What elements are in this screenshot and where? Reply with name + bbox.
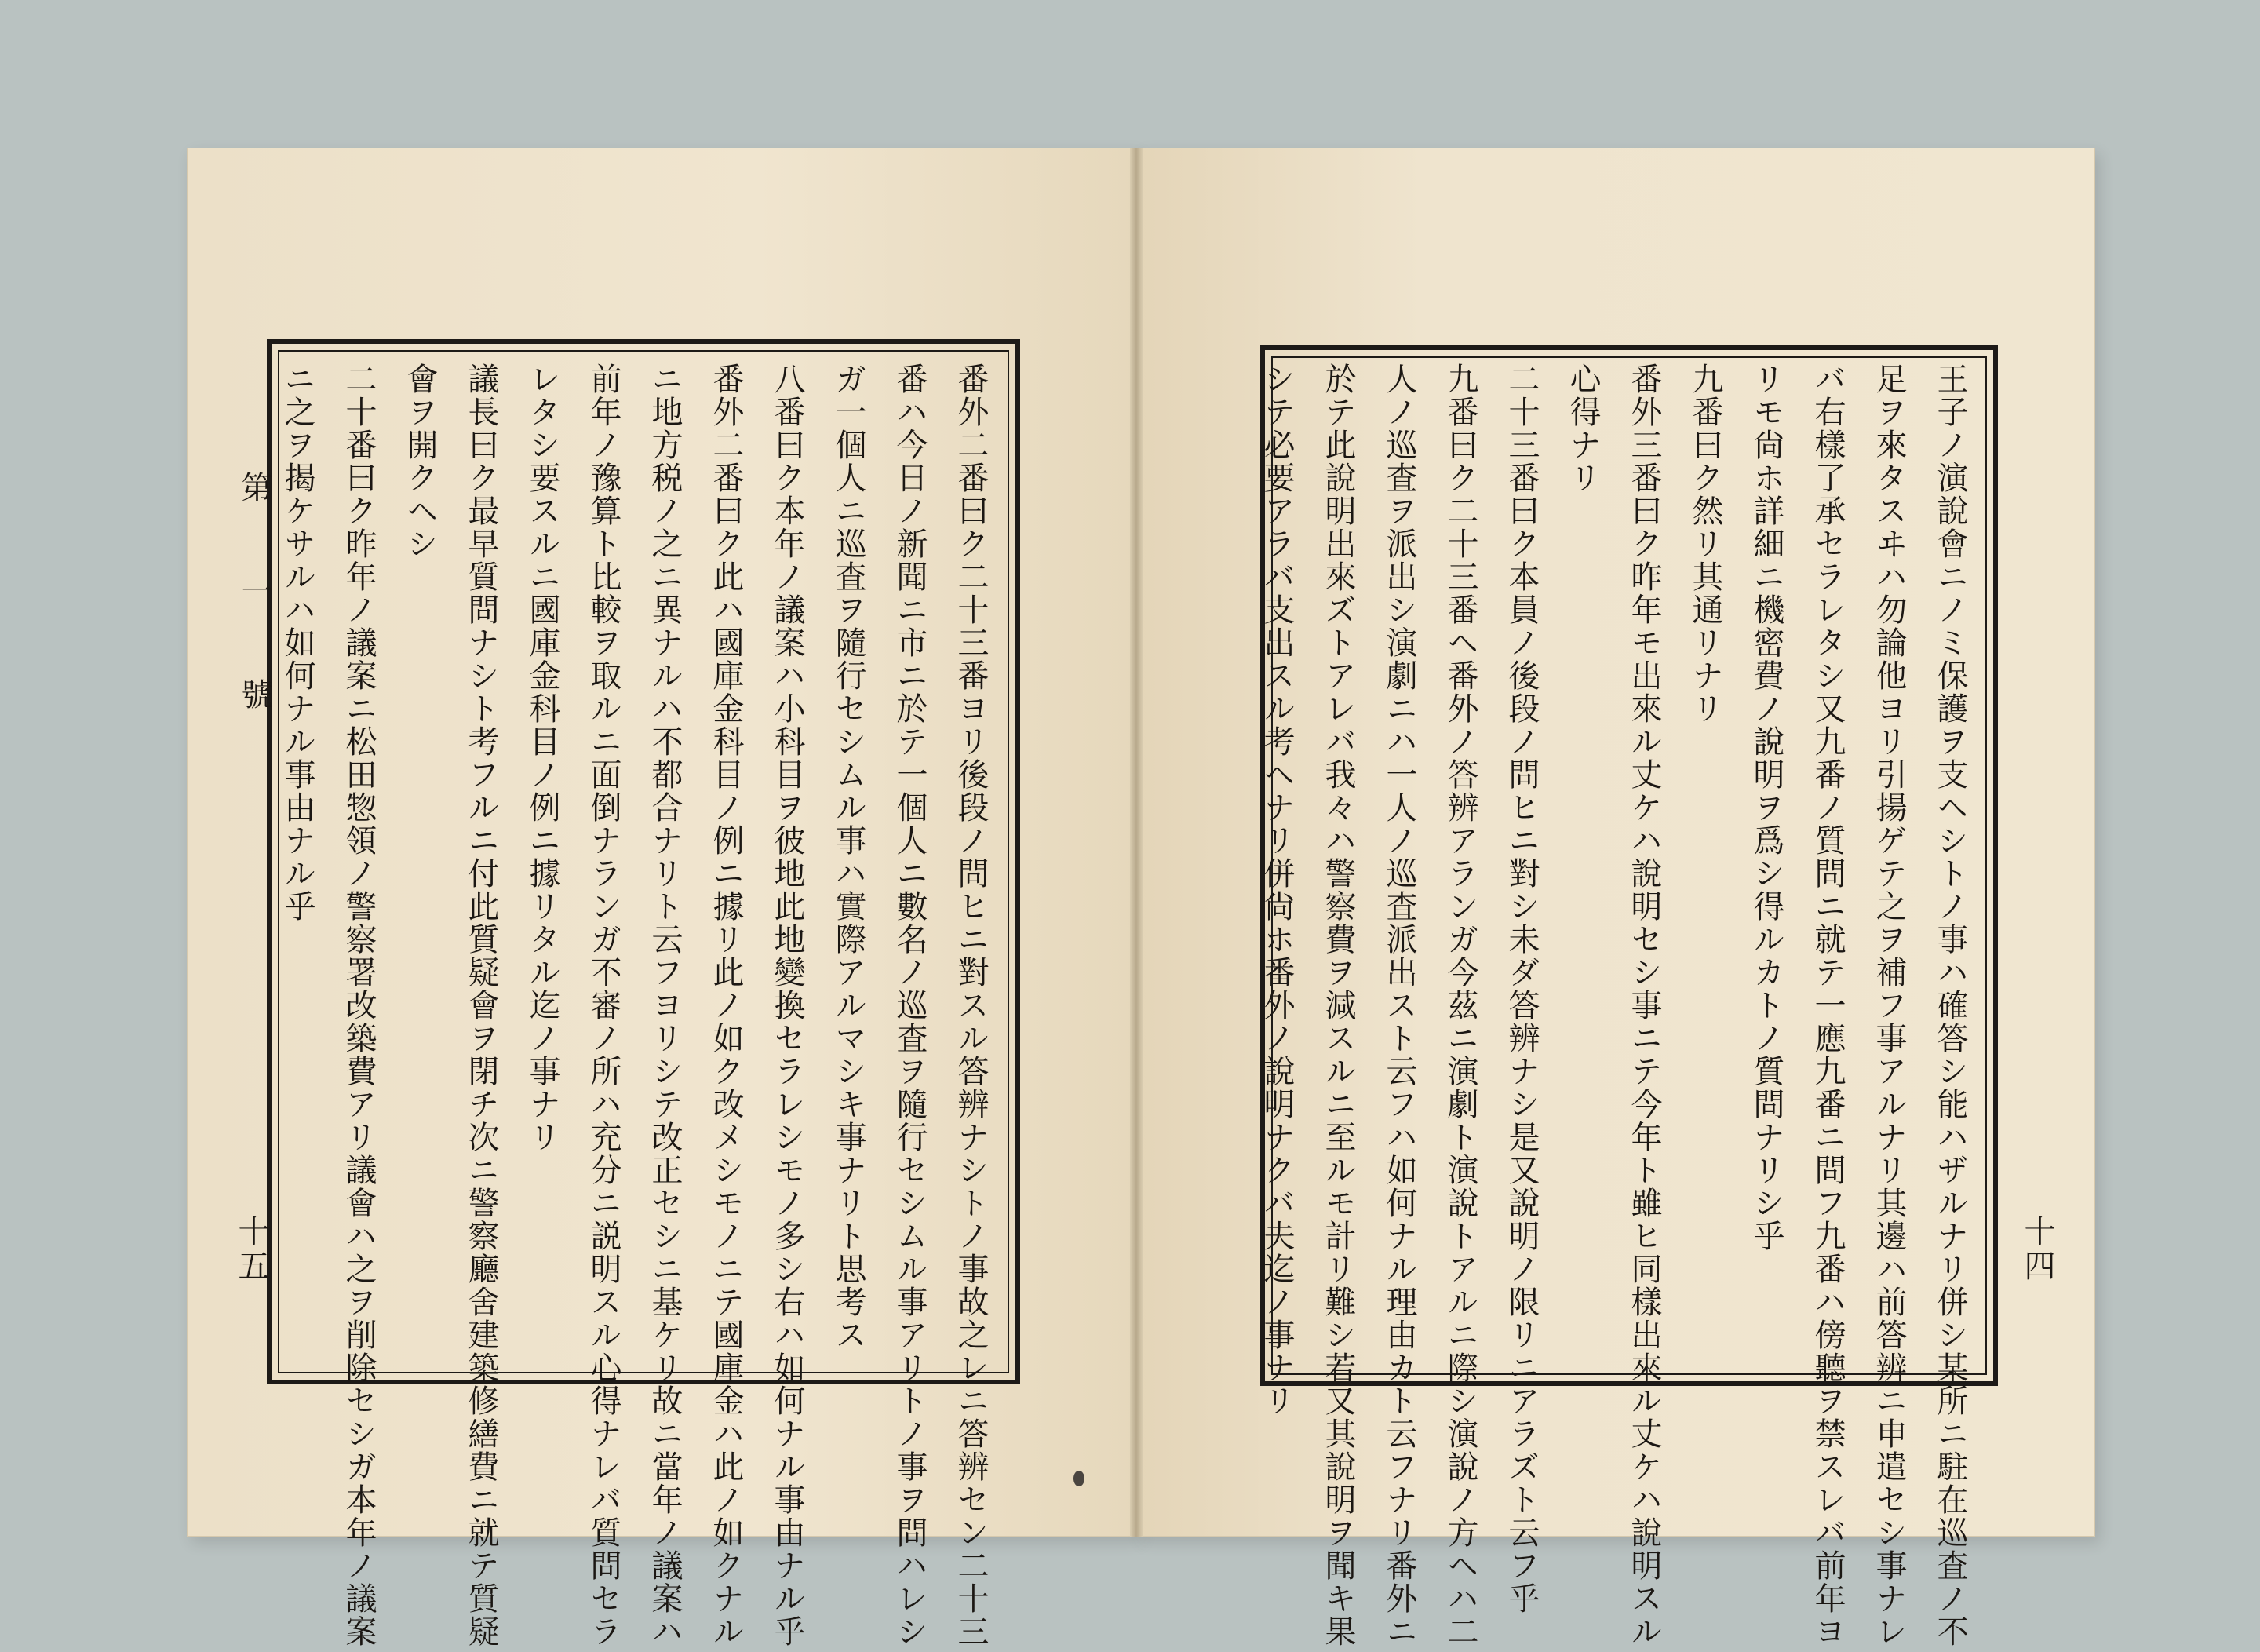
folio-right: 十四 bbox=[2019, 1215, 2055, 1284]
folio-left: 十五 bbox=[233, 1215, 269, 1284]
text-column: 於テ此說明出來ズトアレバ我々ハ警察費ヲ減スルニ至ルモ計リ難シ若又其說明ヲ聞キ果 bbox=[1320, 363, 1356, 1648]
text-column: リモ尙ホ詳細ニ機密費ノ說明ヲ爲シ得ルカトノ質問ナリシ乎 bbox=[1748, 363, 1784, 1253]
text-column: 番外三番曰ク昨年モ出來ル丈ケハ說明セシ事ニテ今年ト雖ヒ同樣出來ル丈ケハ說明スル bbox=[1626, 363, 1662, 1648]
paper-hole bbox=[1074, 1471, 1084, 1486]
text-column: ニ之ヲ揭ケサルハ如何ナル事由ナル乎 bbox=[279, 363, 315, 923]
text-column: 王子ノ演說會ニノミ保護ヲ支ヘシトノ事ハ確答シ能ハザルナリ併シ某所ニ駐在巡査ノ不 bbox=[1932, 363, 1968, 1648]
text-column: 番ハ今日ノ新聞ニ市ニ於テ一個人ニ數名ノ巡査ヲ隨行セシムル事アリトノ事ヲ問ハレシ bbox=[891, 363, 928, 1648]
right-page-text bbox=[1259, 363, 1981, 1648]
text-column: 人ノ巡査ヲ派出シ演劇ニハ一人ノ巡査派出スト云フハ如何ナル理由カト云フナリ番外ニ bbox=[1381, 363, 1417, 1648]
text-column: シテ必要アラバ支出スル考ヘナリ併尙ホ番外ノ說明ナクバ夫迄ノ事ナリ bbox=[1259, 363, 1295, 1417]
text-column: 心得ナリ bbox=[1565, 363, 1601, 494]
text-column: 番外二番曰ク二十三番ヨリ後段ノ問ヒニ對スル答辨ナシトノ事故之レニ答辨セン二十三 bbox=[953, 363, 989, 1648]
text-column: バ右樣了承セラレタシ又九番ノ質問ニ就テ一應九番ニ問フ九番ハ傍聽ヲ禁スレバ前年ヨ bbox=[1810, 363, 1846, 1648]
text-column: 九番曰ク二十三番ヘ番外ノ答辨アランガ今茲ニ演劇ト演說トアルニ際シ演說ノ方ヘハ二 bbox=[1442, 363, 1478, 1648]
running-head: 第 一 號 bbox=[236, 471, 272, 730]
left-page-text bbox=[279, 363, 1001, 1648]
text-column: 二十番曰ク昨年ノ議案ニ松田惣領ノ警察署改築費アリ議會ハ之ヲ削除セシガ本年ノ議案 bbox=[341, 363, 377, 1648]
book-spine bbox=[1130, 148, 1143, 1537]
text-column: 八番曰ク本年ノ議案ハ小科目ヲ彼地此地變換セラレシモノ多シ右ハ如何ナル事由ナル乎 bbox=[769, 363, 805, 1648]
text-column: 番外二番曰ク此ハ國庫金科目ノ例ニ據リ此ノ如ク改メシモノニテ國庫金ハ此ノ如クナル bbox=[708, 363, 744, 1648]
text-column: レタシ要スルニ國庫金科目ノ例ニ據リタル迄ノ事ナリ bbox=[524, 363, 560, 1154]
text-column: 議長曰ク最早質問ナシト考フルニ付此質疑會ヲ閉チ次ニ警察廳舍建築修繕費ニ就テ質疑 bbox=[463, 363, 499, 1648]
text-column: 九番曰ク然リ其通リナリ bbox=[1687, 363, 1723, 725]
text-column: 前年ノ豫算ト比較ヲ取ルニ面倒ナランガ不審ノ所ハ充分ニ説明スル心得ナレバ質問セラ bbox=[585, 363, 622, 1648]
text-column: 二十三番曰ク本員ノ後段ノ問ヒニ對シ未ダ答辨ナシ是又說明ノ限リニアラズト云フ乎 bbox=[1504, 363, 1540, 1615]
text-column: ガ一個人ニ巡査ヲ隨行セシムル事ハ實際アルマシキ事ナリト思考ス bbox=[830, 363, 866, 1351]
text-column: 會ヲ開クヘシ bbox=[402, 363, 438, 560]
text-column: 足ヲ來タスヰハ勿論他ヨリ引揚ゲテ之ヲ補フ事アルナリ其邊ハ前答辨ニ申遣セシ事ナレ bbox=[1871, 363, 1907, 1648]
text-column: ニ地方税ノ之ニ異ナルハ不都合ナリト云フヨリシテ改正セシニ基ケリ故ニ當年ノ議案ハ bbox=[647, 363, 683, 1648]
